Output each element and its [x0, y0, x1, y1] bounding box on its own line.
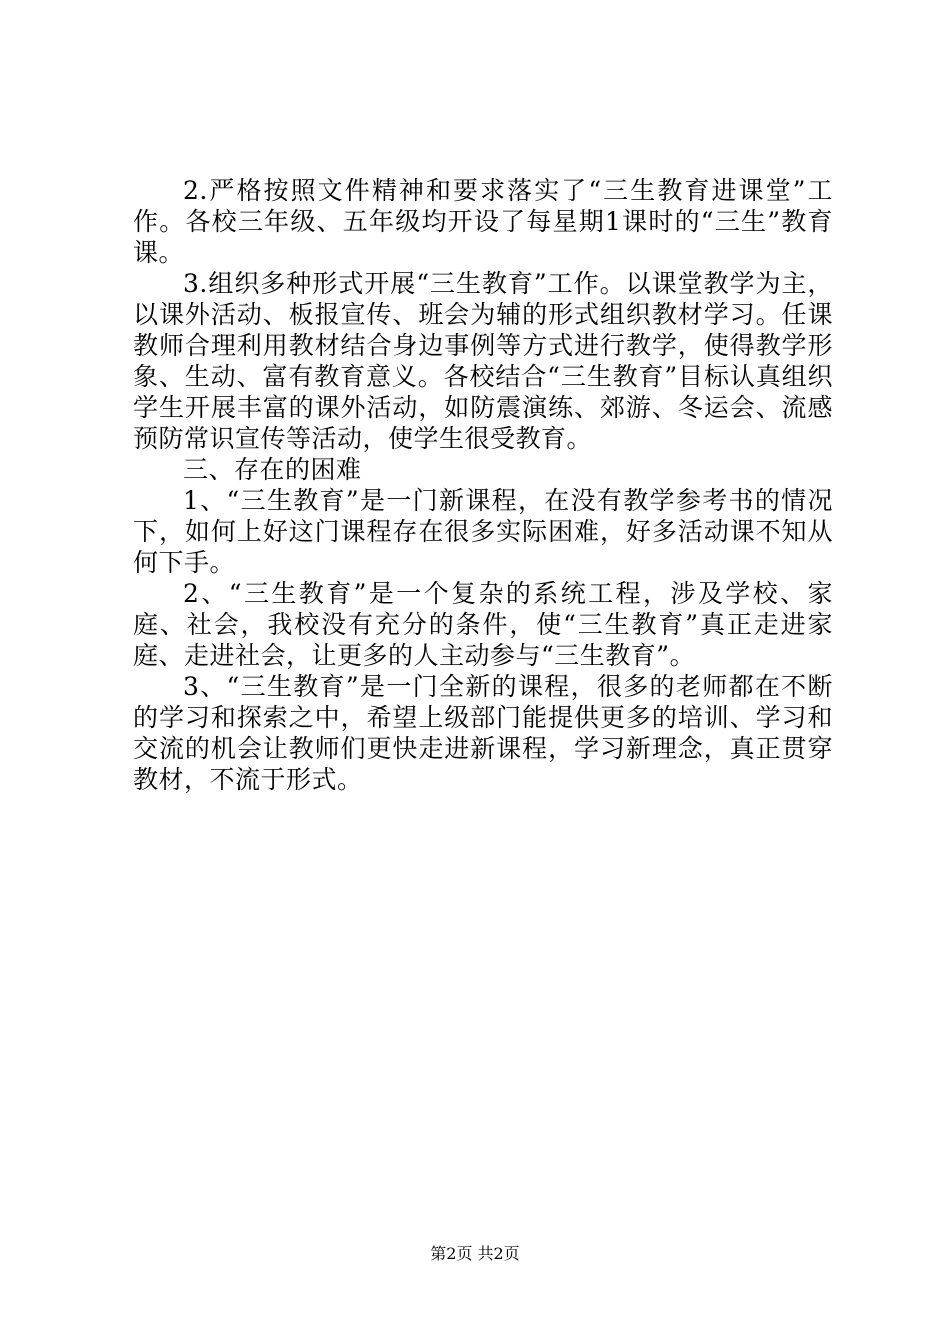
section-heading-difficulties: 三、存在的困难: [183, 455, 362, 484]
difficulty-item-3: 3、“三生教育”是一门全新的课程，很多的老师都在不断的学习和探索之中，希望上级部门能提供更多的培训、学习和交流的机会让教师们更快走进新课程，学习新理念，真正贯穿教材，不流于形式。: [133, 672, 833, 794]
document-body: [133, 175, 833, 795]
difficulty-item-1: 1、“三生教育”是一门新课程，在没有教学参考书的情况下，如何上好这门课程存在很多实际困难，好多活动课不知从何下手。: [133, 486, 833, 577]
paragraph-item-3: 3.组织多种形式开展“三生教育”工作。以课堂教学为主，以课外活动、板报宣传、班会为辅的形式组织教材学习。任课教师合理利用教材结合身边事例等方式进行教学，使得教学形象、生动、富有教育意义。各校结合“三生教育”目标认真组织学生开展丰富的课外活动，如防震演练、郊游、冬运会、流感预防常识宣传等活动，使学生很受教育。: [133, 269, 833, 453]
page-footer: 第2页 共2页: [430, 1244, 520, 1263]
paragraph-item-2: 2.严格按照文件精神和要求落实了“三生教育进课堂”工作。各校三年级、五年级均开设了每星期1课时的“三生”教育课。: [133, 176, 833, 267]
difficulty-item-2: 2、“三生教育”是一个复杂的系统工程，涉及学校、家庭、社会，我校没有充分的条件，使“三生教育”真正走进家庭、走进社会，让更多的人主动参与“三生教育”。: [133, 579, 833, 670]
